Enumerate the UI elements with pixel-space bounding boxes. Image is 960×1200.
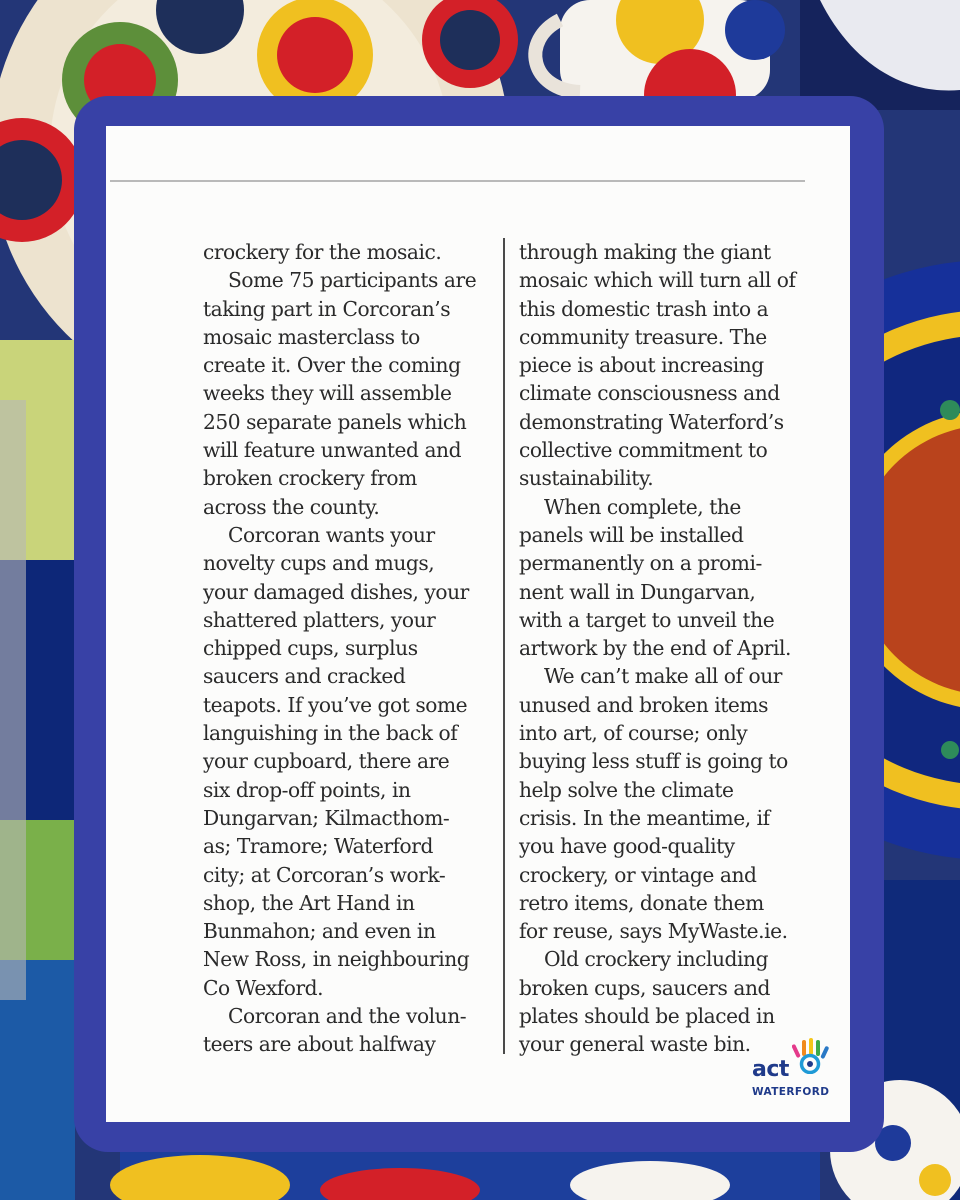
article-line: taking part in Corcoran’s (203, 296, 451, 321)
article-line: teapots. If you’ve got some (203, 692, 468, 717)
article-line: crockery for the mosaic. (203, 240, 442, 264)
article-line: will feature unwanted and (203, 438, 462, 463)
article-line: mosaic which will turn all of (519, 268, 796, 293)
article-line: your cupboard, there are (203, 749, 450, 774)
top-rule (110, 180, 805, 182)
article-line: crisis. In the meantime, if (519, 805, 770, 830)
article-line: demonstrating Waterford’s (519, 409, 784, 434)
article-line: sustainability. (519, 466, 654, 491)
column-divider (503, 238, 505, 1054)
article-line: weeks they will assemble (203, 381, 452, 406)
rainbow-hand-icon (792, 1038, 832, 1074)
article-column-2 (519, 238, 796, 1059)
article-line: climate consciousness and (519, 381, 780, 406)
article-line: saucers and cracked (203, 664, 406, 689)
article-line: When complete, the (544, 494, 741, 519)
article-line: Bunmahon; and even in (203, 919, 436, 944)
article-line: you have good-quality (519, 834, 735, 859)
article-line: shop, the Art Hand in (203, 890, 415, 915)
article-line: into art, of course; only (519, 721, 748, 746)
article-line: for reuse, says MyWaste.ie. (519, 919, 788, 944)
article-line: help solve the climate (519, 777, 734, 802)
logo-subword: WATERFORD (752, 1086, 830, 1098)
article-line: as; Tramore; Waterford (203, 834, 433, 859)
article-line: through making the giant (519, 240, 771, 264)
article-line: teers are about halfway (203, 1032, 436, 1057)
article-line: unused and broken items (519, 692, 769, 717)
article-line: nent wall in Dungarvan, (519, 579, 756, 604)
article-line: six drop-off points, in (203, 777, 411, 802)
article-column-1 (203, 238, 476, 1059)
article-line: We can’t make all of our (544, 664, 782, 689)
article-line: 250 separate panels which (203, 409, 467, 434)
article-line: Some 75 participants are (228, 268, 477, 293)
article-line: broken crockery from (203, 466, 417, 491)
article-line: plates should be placed in (519, 1004, 775, 1029)
article-line: chipped cups, surplus (203, 636, 418, 661)
article-line: your general waste bin. (519, 1032, 751, 1057)
article-line: Corcoran and the volun- (228, 1004, 467, 1029)
article-line: panels will be installed (519, 522, 744, 547)
article-line: Old crockery including (544, 947, 769, 972)
article-line: shattered platters, your (203, 607, 436, 632)
article-line: community treasure. The (519, 324, 767, 349)
article-line: create it. Over the coming (203, 353, 461, 378)
article-line: city; at Corcoran’s work- (203, 862, 446, 887)
article-line: with a target to unveil the (519, 607, 775, 632)
article-line: permanently on a promi- (519, 551, 762, 576)
article-line: languishing in the back of (203, 721, 458, 746)
article-line: buying less stuff is going to (519, 749, 788, 774)
article-line: Co Wexford. (203, 975, 324, 1000)
article-line: retro items, donate them (519, 890, 764, 915)
article-line: crockery, or vintage and (519, 862, 757, 887)
article-line: across the county. (203, 494, 380, 519)
article-line: piece is about increasing (519, 353, 764, 378)
article-line: mosaic masterclass to (203, 324, 420, 349)
article-line: Corcoran wants your (228, 522, 435, 547)
article-line: novelty cups and mugs, (203, 551, 435, 576)
article-line: New Ross, in neighbouring (203, 947, 470, 972)
article-line: Dungarvan; Kilmacthom- (203, 805, 450, 830)
article-line: broken cups, saucers and (519, 975, 770, 1000)
article-line: collective commitment to (519, 438, 768, 463)
article-line: this domestic trash into a (519, 296, 769, 321)
act-waterford-logo (748, 1036, 832, 1102)
article-line: artwork by the end of April. (519, 636, 791, 661)
logo-word: act (752, 1057, 789, 1082)
article-line: your damaged dishes, your (203, 579, 469, 604)
